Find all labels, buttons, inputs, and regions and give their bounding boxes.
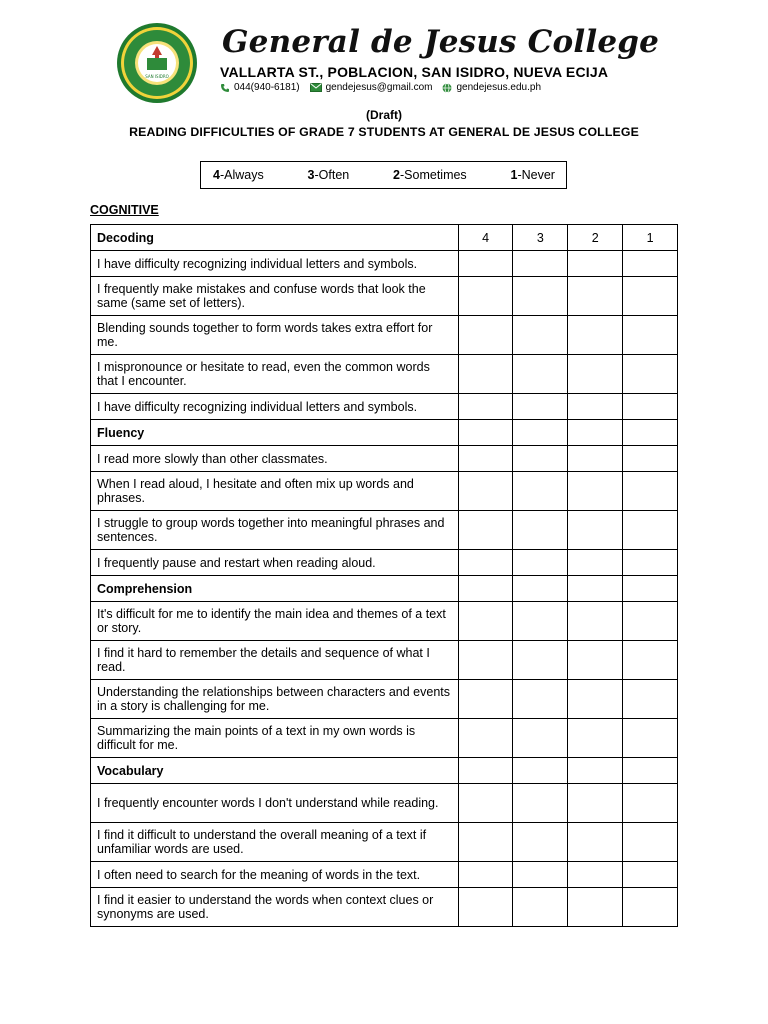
rating-cell[interactable] <box>458 680 513 719</box>
rating-cell[interactable] <box>568 602 623 641</box>
legend-label: -Sometimes <box>400 168 467 182</box>
group-name: Fluency <box>91 420 459 446</box>
rating-cell[interactable] <box>623 355 678 394</box>
rating-cell[interactable] <box>458 576 513 602</box>
rating-cell[interactable] <box>568 550 623 576</box>
email-address: gendejesus@gmail.com <box>325 82 433 93</box>
statement-text: Blending sounds together to form words takes extra effort for me. <box>91 316 459 355</box>
statement-text: I frequently encounter words I don't understand while reading. <box>91 784 459 823</box>
table-row <box>91 472 678 511</box>
svg-text:SAN ISIDRO: SAN ISIDRO <box>145 74 169 79</box>
rating-cell[interactable] <box>623 888 678 927</box>
rating-cell[interactable] <box>623 277 678 316</box>
legend-number: 1 <box>510 168 518 182</box>
table-row <box>91 641 678 680</box>
rating-cell[interactable] <box>568 277 623 316</box>
rating-cell[interactable] <box>623 641 678 680</box>
table-row <box>91 862 678 888</box>
statement-text: Understanding the relationships between characters and events in a story is challenging for me. <box>91 680 459 719</box>
phone-icon <box>220 83 230 93</box>
globe-icon <box>442 83 452 93</box>
rating-cell[interactable] <box>513 550 568 576</box>
statement-text: When I read aloud, I hesitate and often mix up words and phrases. <box>91 472 459 511</box>
table-row <box>91 719 678 758</box>
table-row <box>91 511 678 550</box>
table-row <box>91 680 678 719</box>
rating-cell[interactable] <box>568 472 623 511</box>
rating-cell[interactable] <box>568 355 623 394</box>
college-name: General de Jesus College <box>222 24 660 60</box>
statement-text: I find it hard to remember the details and sequence of what I read. <box>91 641 459 680</box>
rating-header: 2 <box>568 225 623 251</box>
phone-contact <box>220 82 300 93</box>
rating-cell[interactable] <box>623 550 678 576</box>
table-row <box>91 823 678 862</box>
rating-cell[interactable] <box>568 784 623 823</box>
rating-cell[interactable] <box>568 823 623 862</box>
rating-cell[interactable] <box>513 511 568 550</box>
rating-cell[interactable] <box>623 862 678 888</box>
rating-cell[interactable] <box>513 576 568 602</box>
rating-cell[interactable] <box>513 316 568 355</box>
table-row <box>91 446 678 472</box>
rating-cell[interactable] <box>513 680 568 719</box>
rating-cell[interactable] <box>568 420 623 446</box>
rating-cell[interactable] <box>458 472 513 511</box>
rating-cell[interactable] <box>568 446 623 472</box>
rating-cell[interactable] <box>458 420 513 446</box>
rating-cell[interactable] <box>458 784 513 823</box>
rating-cell[interactable] <box>568 719 623 758</box>
rating-cell[interactable] <box>513 641 568 680</box>
statement-text: I frequently pause and restart when reading aloud. <box>91 550 459 576</box>
rating-cell[interactable] <box>458 251 513 277</box>
letterhead <box>116 22 660 98</box>
legend-number: 2 <box>393 168 400 182</box>
rating-cell[interactable] <box>623 251 678 277</box>
rating-cell[interactable] <box>568 758 623 784</box>
rating-cell[interactable] <box>568 888 623 927</box>
rating-cell[interactable] <box>568 251 623 277</box>
legend-number: 3 <box>307 168 315 182</box>
table-row <box>91 277 678 316</box>
rating-cell[interactable] <box>458 446 513 472</box>
contact-line <box>220 82 551 93</box>
statement-text: I find it difficult to understand the overall meaning of a text if unfamiliar words are used. <box>91 823 459 862</box>
statement-text: It's difficult for me to identify the main idea and themes of a text or story. <box>91 602 459 641</box>
rating-cell[interactable] <box>513 888 568 927</box>
legend-number: 4 <box>213 168 220 182</box>
rating-cell[interactable] <box>513 277 568 316</box>
rating-header: 4 <box>458 225 513 251</box>
statement-text: I often need to search for the meaning of words in the text. <box>91 862 459 888</box>
group-name: Decoding <box>91 225 459 251</box>
rating-cell[interactable] <box>623 823 678 862</box>
table-row <box>91 784 678 823</box>
college-seal-logo <box>116 22 198 104</box>
rating-cell[interactable] <box>623 784 678 823</box>
table-row <box>91 355 678 394</box>
rating-cell[interactable] <box>458 316 513 355</box>
rating-cell[interactable] <box>513 758 568 784</box>
college-address: VALLARTA ST., POBLACION, SAN ISIDRO, NUEVA ECIJA <box>220 64 609 80</box>
table-row <box>91 550 678 576</box>
rating-legend <box>200 161 567 189</box>
rating-cell[interactable] <box>458 602 513 641</box>
statement-text: I frequently make mistakes and confuse words that look the same (same set of letters). <box>91 277 459 316</box>
legend-label: -Always <box>219 168 264 182</box>
rating-cell[interactable] <box>623 680 678 719</box>
rating-cell[interactable] <box>513 602 568 641</box>
legend-item <box>511 168 555 182</box>
draft-label: (Draft) <box>366 108 402 122</box>
group-header-row <box>91 225 678 251</box>
rating-cell[interactable] <box>513 719 568 758</box>
rating-cell[interactable] <box>458 277 513 316</box>
rating-cell[interactable] <box>458 511 513 550</box>
rating-cell[interactable] <box>513 446 568 472</box>
rating-cell[interactable] <box>623 719 678 758</box>
rating-cell[interactable] <box>458 823 513 862</box>
rating-cell[interactable] <box>458 888 513 927</box>
rating-cell[interactable] <box>623 472 678 511</box>
statement-text: I find it easier to understand the words when context clues or synonyms are used. <box>91 888 459 927</box>
rating-cell[interactable] <box>568 511 623 550</box>
rating-cell[interactable] <box>568 316 623 355</box>
statement-text: Summarizing the main points of a text in my own words is difficult for me. <box>91 719 459 758</box>
rating-cell[interactable] <box>568 862 623 888</box>
rating-cell[interactable] <box>623 394 678 420</box>
rating-cell[interactable] <box>623 420 678 446</box>
rating-cell[interactable] <box>623 446 678 472</box>
rating-cell[interactable] <box>513 472 568 511</box>
rating-cell[interactable] <box>513 394 568 420</box>
rating-cell[interactable] <box>458 758 513 784</box>
mail-icon <box>310 83 322 92</box>
rating-cell[interactable] <box>513 251 568 277</box>
rating-cell[interactable] <box>458 550 513 576</box>
rating-cell[interactable] <box>458 355 513 394</box>
legend-item <box>393 168 467 182</box>
rating-cell[interactable] <box>458 394 513 420</box>
legend-item <box>308 168 350 182</box>
rating-cell[interactable] <box>458 862 513 888</box>
table-row <box>91 251 678 277</box>
rating-header: 3 <box>513 225 568 251</box>
rating-cell[interactable] <box>623 576 678 602</box>
rating-cell[interactable] <box>513 420 568 446</box>
legend-label: -Never <box>517 168 555 182</box>
rating-cell[interactable] <box>623 602 678 641</box>
table-row <box>91 316 678 355</box>
rating-cell[interactable] <box>568 641 623 680</box>
phone-number: 044(940-6181) <box>234 82 300 93</box>
rating-cell[interactable] <box>568 394 623 420</box>
rating-header: 1 <box>623 225 678 251</box>
statement-text: I have difficulty recognizing individual letters and symbols. <box>91 394 459 420</box>
rating-cell[interactable] <box>513 784 568 823</box>
website-url: gendejesus.edu.ph <box>456 82 542 93</box>
rating-cell[interactable] <box>458 641 513 680</box>
table-row <box>91 602 678 641</box>
rating-cell[interactable] <box>623 316 678 355</box>
website-contact <box>442 82 541 93</box>
rating-cell[interactable] <box>458 719 513 758</box>
rating-cell[interactable] <box>568 576 623 602</box>
rating-cell[interactable] <box>513 355 568 394</box>
survey-table <box>90 224 678 927</box>
group-name: Comprehension <box>91 576 459 602</box>
rating-cell[interactable] <box>623 511 678 550</box>
table-row <box>91 394 678 420</box>
rating-cell[interactable] <box>513 823 568 862</box>
group-name: Vocabulary <box>91 758 459 784</box>
email-contact <box>310 82 433 93</box>
statement-text: I mispronounce or hesitate to read, even the common words that I encounter. <box>91 355 459 394</box>
group-header-row <box>91 576 678 602</box>
statement-text: I read more slowly than other classmates. <box>91 446 459 472</box>
rating-cell[interactable] <box>568 680 623 719</box>
rating-cell[interactable] <box>623 758 678 784</box>
statement-text: I struggle to group words together into meaningful phrases and sentences. <box>91 511 459 550</box>
legend-item <box>213 168 264 182</box>
group-header-row <box>91 758 678 784</box>
statement-text: I have difficulty recognizing individual letters and symbols. <box>91 251 459 277</box>
section-heading: COGNITIVE <box>90 203 159 217</box>
legend-label: -Often <box>314 168 350 182</box>
group-header-row <box>91 420 678 446</box>
rating-cell[interactable] <box>513 862 568 888</box>
document-title: READING DIFFICULTIES OF GRADE 7 STUDENTS AT GENERAL DE JESUS COLLEGE <box>129 125 639 139</box>
table-row <box>91 888 678 927</box>
